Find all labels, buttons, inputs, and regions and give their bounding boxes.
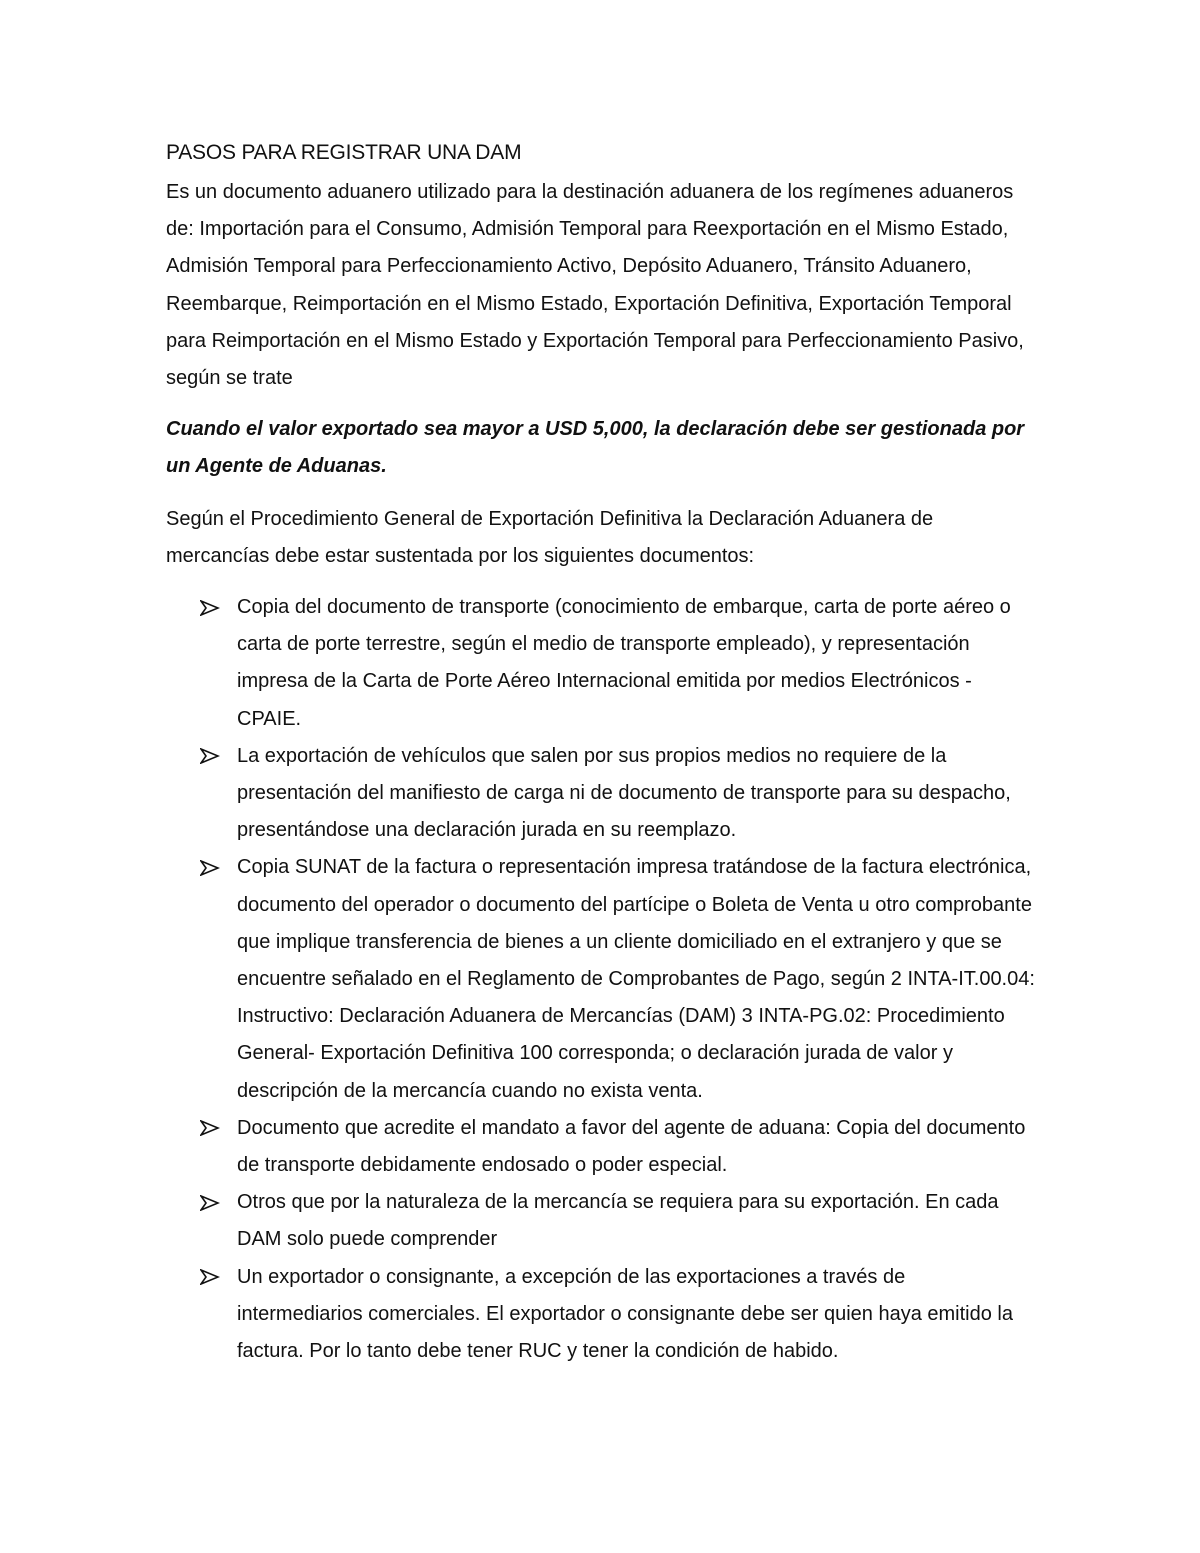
- arrowhead-bullet-icon: [200, 738, 222, 775]
- highlight-paragraph: Cuando el valor exportado sea mayor a USD 5,000, la declaración debe ser gestionada por un Agente de Aduanas.: [166, 418, 1025, 478]
- list-item: [166, 849, 1036, 1109]
- arrowhead-bullet-icon: [200, 589, 222, 626]
- arrowhead-bullet-icon: [200, 1110, 222, 1147]
- list-item: [166, 1110, 1036, 1184]
- list-item-text: Copia del documento de transporte (conocimiento de embarque, carta de porte aéreo o carta de porte terrestre, según el medio de transporte empleado), y representación impresa de la Carta de Porte Aéreo Internacional emitida por medios Electrónicos - CPAIE.: [237, 596, 1011, 730]
- requirements-list: [166, 589, 1036, 1370]
- list-item-text: La exportación de vehículos que salen por sus propios medios no requiere de la presentación del manifiesto de carga ni de documento de transporte para su despacho, presentándose una declaración jurada en su reemplazo.: [237, 744, 1011, 842]
- document-page: [166, 138, 1036, 1370]
- arrowhead-bullet-icon: [200, 1184, 222, 1221]
- list-item: [166, 589, 1036, 738]
- list-item: [166, 1184, 1036, 1258]
- list-item-text: Un exportador o consignante, a excepción de las exportaciones a través de intermediarios comerciales. El exportador o consignante debe ser quien haya emitido la factura. Por lo tanto debe tener RUC y tener la condición de habido.: [237, 1265, 1013, 1363]
- list-item-text: Otros que por la naturaleza de la mercancía se requiera para su exportación. En cada DAM solo puede comprender: [237, 1191, 999, 1251]
- arrowhead-bullet-icon: [200, 849, 222, 886]
- list-item: [166, 738, 1036, 850]
- arrowhead-bullet-icon: [200, 1259, 222, 1296]
- list-item: [166, 1259, 1036, 1371]
- list-item-text: Documento que acredite el mandato a favor del agente de aduana: Copia del documento de transporte debidamente endosado o poder especial.: [237, 1116, 1026, 1177]
- document-title: PASOS PARA REGISTRAR UNA DAM: [166, 141, 522, 164]
- intro-paragraph: Es un documento aduanero utilizado para la destinación aduanera de los regímenes aduaneros de: Importación para el Consumo, Admisión Temporal para Reexportación en el Mismo Estado, Admisión Temporal para Perfeccionamiento Activo, Depósito Aduanero, Tránsito Aduanero, Reembarque, Reimportación en el Mismo Estado, Exportación Definitiva, Exportación Temporal para Reimportación en el Mismo Estado y Exportación Temporal para Perfeccionamiento Pasivo, según se trate: [166, 181, 1024, 390]
- procedure-intro-paragraph: Según el Procedimiento General de Exportación Definitiva la Declaración Aduanera de mercancías debe estar sustentada por los siguientes documentos:: [166, 507, 934, 567]
- list-item-text: Copia SUNAT de la factura o representación impresa tratándose de la factura electrónica, documento del operador o documento del partícipe o Boleta de Venta u otro comprobante que implique transferencia de bienes a un cliente domiciliado en el extranjero y que se encuentre señalado en el Reglamento de Comprobantes de Pago, según 2 INTA-IT.00.04: Instructivo: Declaración Aduanera de Mercancías (DAM) 3 INTA-PG.02: Procedimiento General- Exportación Definitiva 100 corresponda; o declaración jurada de valor y descripción de la mercancía cuando no exista venta.: [237, 856, 1035, 1102]
